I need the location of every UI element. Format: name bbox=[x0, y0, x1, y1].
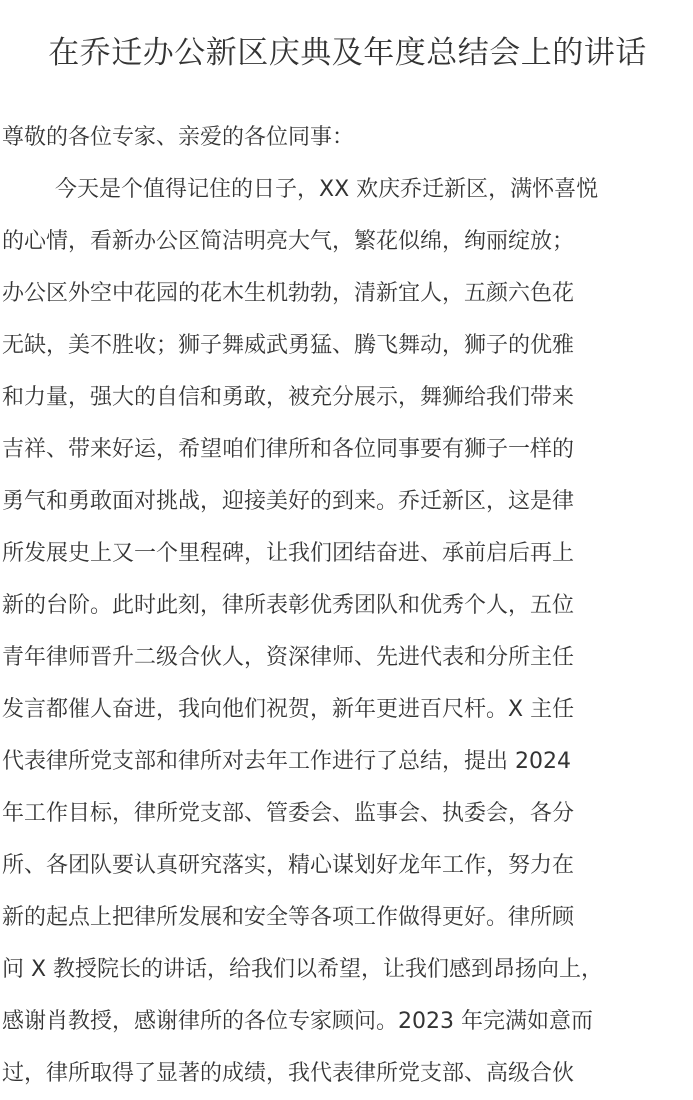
paragraph-line: 勇气和勇敢面对挑战，迎接美好的到来。乔迁新区，这是律 bbox=[2, 489, 575, 514]
document-body bbox=[2, 112, 693, 1100]
paragraph-line: 问 X 教授院长的讲话，给我们以希望，让我们感到昂扬向上， bbox=[2, 957, 604, 982]
paragraph-line: 的心情，看新办公区简洁明亮大气，繁花似绵，绚丽绽放； bbox=[2, 229, 575, 254]
paragraph-line: 新的台阶。此时此刻，律所表彰优秀团队和优秀个人，五位 bbox=[2, 593, 575, 618]
paragraph-line: 办公区外空中花园的花木生机勃勃，清新宜人，五颜六色花 bbox=[2, 281, 575, 306]
paragraph-line: 年工作目标，律所党支部、管委会、监事会、执委会，各分 bbox=[2, 801, 575, 826]
paragraph-line: 新的起点上把律所发展和安全等各项工作做得更好。律所顾 bbox=[2, 905, 575, 930]
paragraph-line: 吉祥、带来好运，希望咱们律所和各位同事要有狮子一样的 bbox=[2, 437, 575, 462]
paragraph-line: 和力量，强大的自信和勇敢，被充分展示，舞狮给我们带来 bbox=[2, 385, 575, 410]
paragraph-line: 所发展史上又一个里程碑，让我们团结奋进、承前启后再上 bbox=[2, 541, 575, 566]
salutation-line: 尊敬的各位专家、亲爱的各位同事： bbox=[2, 125, 355, 150]
paragraph-line: 青年律师晋升二级合伙人，资深律师、先进代表和分所主任 bbox=[2, 645, 575, 670]
paragraph-line: 过，律所取得了显著的成绩，我代表律所党支部、高级合伙 bbox=[2, 1061, 575, 1086]
paragraph-line: 感谢肖教授，感谢律所的各位专家顾问。2023 年完满如意而 bbox=[2, 1009, 593, 1034]
paragraph-line: 无缺，美不胜收；狮子舞威武勇猛、腾飞舞动，狮子的优雅 bbox=[2, 333, 575, 358]
paragraph-line: 发言都催人奋进，我向他们祝贺，新年更进百尺杆。X 主任 bbox=[2, 697, 575, 722]
paragraph-line: 所、各团队要认真研究落实，精心谋划好龙年工作，努力在 bbox=[2, 853, 575, 878]
document-title: 在乔迁办公新区庆典及年度总结会上的讲话 bbox=[48, 35, 647, 71]
paragraph-line: 代表律所党支部和律所对去年工作进行了总结，提出 2024 bbox=[2, 749, 571, 774]
paragraph-line: 今天是个值得记住的日子，XX 欢庆乔迁新区，满怀喜悦 bbox=[55, 177, 599, 202]
